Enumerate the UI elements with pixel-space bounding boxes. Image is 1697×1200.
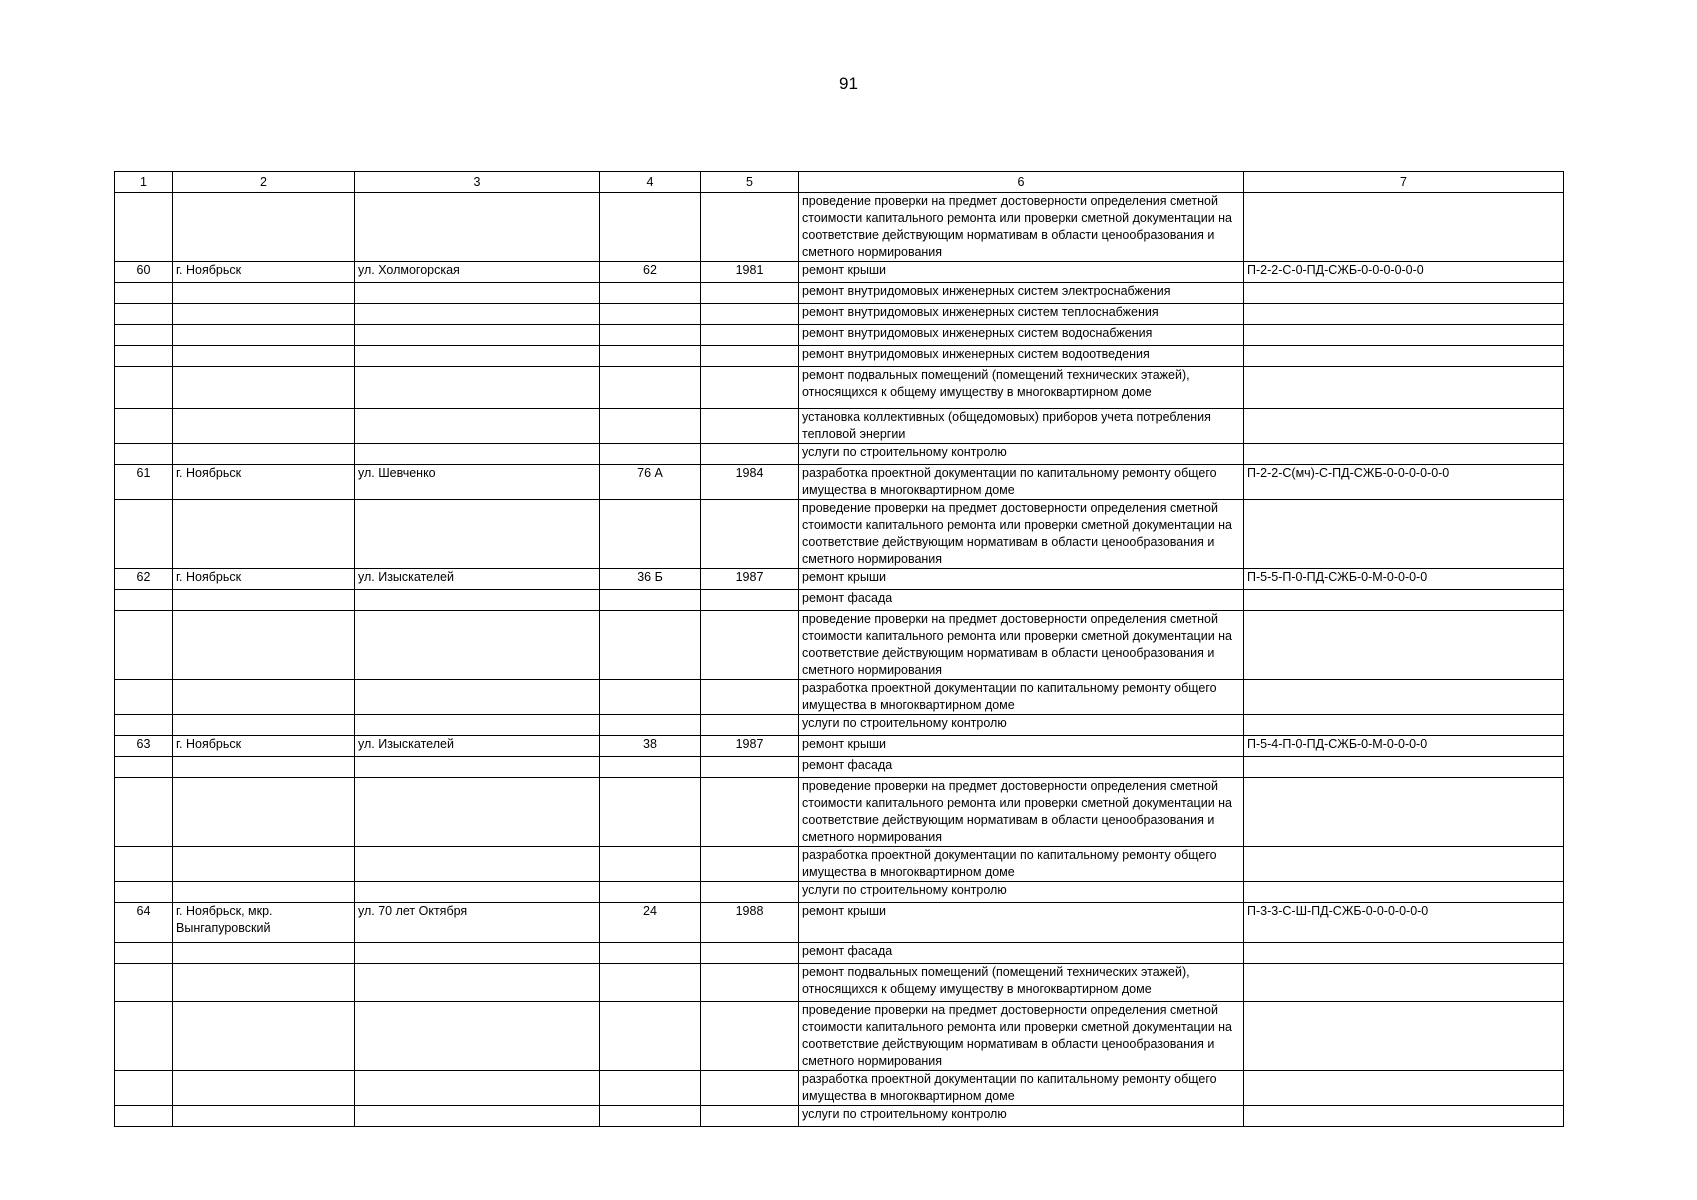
cell-house-number: 36 Б [600,569,701,590]
cell-building-code [1244,590,1564,611]
cell-building-code [1244,715,1564,736]
cell-building-code: П-3-3-С-Ш-ПД-СЖБ-0-0-0-0-0-0 [1244,903,1564,943]
cell-year-built [701,680,799,715]
cell-street [355,193,600,262]
cell-house-number [600,611,701,680]
cell-work-type: ремонт крыши [799,903,1244,943]
cell-year-built: 1988 [701,903,799,943]
cell-building-code [1244,847,1564,882]
table-row [115,847,1564,882]
cell-year-built [701,409,799,444]
cell-house-number [600,778,701,847]
cell-work-type: услуги по строительному контролю [799,882,1244,903]
cell-settlement [173,500,355,569]
cell-work-type: разработка проектной документации по капитальному ремонту общего имущества в многоквартирном доме [799,465,1244,500]
cell-year-built [701,943,799,964]
cell-row-number [115,346,173,367]
cell-house-number [600,325,701,346]
header-col-5: 5 [701,172,799,193]
cell-settlement [173,283,355,304]
cell-building-code [1244,346,1564,367]
cell-settlement [173,1002,355,1071]
cell-street [355,964,600,1002]
cell-settlement [173,193,355,262]
cell-settlement [173,715,355,736]
table-row [115,500,1564,569]
cell-work-type: ремонт внутридомовых инженерных систем водоотведения [799,346,1244,367]
cell-work-type: разработка проектной документации по капитальному ремонту общего имущества в многоквартирном доме [799,1071,1244,1106]
cell-building-code [1244,500,1564,569]
cell-row-number: 60 [115,262,173,283]
cell-house-number [600,367,701,409]
cell-building-code [1244,1071,1564,1106]
cell-building-code: П-2-2-С(мч)-С-ПД-СЖБ-0-0-0-0-0-0 [1244,465,1564,500]
cell-settlement [173,409,355,444]
cell-work-type: проведение проверки на предмет достоверности определения сметной стоимости капитального ремонта или проверки сметной документации на соответствие действующим нормативам в области ценообразования и сметного нормирования [799,500,1244,569]
cell-street [355,409,600,444]
cell-building-code [1244,444,1564,465]
cell-row-number [115,500,173,569]
cell-settlement [173,346,355,367]
cell-house-number [600,847,701,882]
cell-street [355,943,600,964]
header-col-3: 3 [355,172,600,193]
cell-settlement: г. Ноябрьск [173,736,355,757]
cell-year-built [701,304,799,325]
cell-work-type: проведение проверки на предмет достоверности определения сметной стоимости капитального ремонта или проверки сметной документации на соответствие действующим нормативам в области ценообразования и сметного нормирования [799,611,1244,680]
cell-settlement [173,680,355,715]
cell-row-number [115,409,173,444]
header-row [115,172,1564,193]
cell-house-number [600,943,701,964]
cell-work-type: ремонт подвальных помещений (помещений технических этажей), относящихся к общему имуществу в многоквартирном доме [799,964,1244,1002]
cell-settlement [173,778,355,847]
cell-settlement: г. Ноябрьск [173,262,355,283]
cell-year-built [701,346,799,367]
cell-work-type: услуги по строительному контролю [799,444,1244,465]
table-row [115,1071,1564,1106]
cell-year-built [701,757,799,778]
cell-settlement [173,611,355,680]
cell-building-code [1244,193,1564,262]
cell-street [355,346,600,367]
cell-year-built [701,444,799,465]
cell-row-number [115,778,173,847]
cell-year-built: 1987 [701,736,799,757]
cell-work-type: проведение проверки на предмет достоверности определения сметной стоимости капитального ремонта или проверки сметной документации на соответствие действующим нормативам в области ценообразования и сметного нормирования [799,1002,1244,1071]
table-row [115,903,1564,943]
cell-settlement [173,943,355,964]
table-row [115,262,1564,283]
cell-row-number [115,367,173,409]
table-row [115,325,1564,346]
table-row [115,943,1564,964]
cell-street [355,367,600,409]
cell-building-code: П-5-5-П-0-ПД-СЖБ-0-М-0-0-0-0 [1244,569,1564,590]
cell-year-built [701,325,799,346]
cell-year-built [701,193,799,262]
cell-building-code [1244,304,1564,325]
table-row [115,778,1564,847]
cell-year-built [701,283,799,304]
cell-building-code [1244,943,1564,964]
table-row [115,569,1564,590]
cell-street: ул. Изыскателей [355,736,600,757]
table-row [115,409,1564,444]
cell-building-code [1244,325,1564,346]
cell-house-number [600,1002,701,1071]
cell-settlement [173,1071,355,1106]
cell-street [355,778,600,847]
cell-house-number [600,500,701,569]
cell-year-built [701,882,799,903]
cell-house-number: 62 [600,262,701,283]
cell-settlement [173,882,355,903]
cell-house-number [600,346,701,367]
cell-row-number [115,847,173,882]
cell-year-built: 1981 [701,262,799,283]
cell-row-number [115,882,173,903]
table-row [115,304,1564,325]
cell-building-code [1244,964,1564,1002]
cell-work-type: ремонт подвальных помещений (помещений технических этажей), относящихся к общему имуществу в многоквартирном доме [799,367,1244,409]
cell-year-built [701,847,799,882]
cell-settlement: г. Ноябрьск, мкр. Вынгапуровский [173,903,355,943]
cell-house-number [600,1071,701,1106]
cell-year-built [701,611,799,680]
table-body [115,193,1564,1127]
cell-street: ул. Изыскателей [355,569,600,590]
cell-work-type: установка коллективных (общедомовых) приборов учета потребления тепловой энергии [799,409,1244,444]
cell-building-code: П-5-4-П-0-ПД-СЖБ-0-М-0-0-0-0 [1244,736,1564,757]
cell-building-code [1244,283,1564,304]
cell-house-number [600,964,701,1002]
cell-year-built: 1984 [701,465,799,500]
table-row [115,346,1564,367]
cell-settlement [173,325,355,346]
cell-settlement: г. Ноябрьск [173,569,355,590]
cell-street [355,847,600,882]
cell-house-number [600,409,701,444]
table-row [115,882,1564,903]
cell-work-type: ремонт фасада [799,943,1244,964]
cell-year-built [701,590,799,611]
cell-house-number [600,283,701,304]
cell-year-built [701,1106,799,1127]
table-header [115,172,1564,193]
cell-street [355,611,600,680]
cell-row-number [115,590,173,611]
cell-house-number: 76 А [600,465,701,500]
cell-street: ул. Шевченко [355,465,600,500]
cell-street [355,444,600,465]
cell-settlement [173,757,355,778]
cell-settlement [173,444,355,465]
cell-street [355,1106,600,1127]
cell-house-number [600,590,701,611]
cell-row-number [115,943,173,964]
table-row [115,680,1564,715]
cell-settlement [173,964,355,1002]
cell-year-built [701,715,799,736]
cell-row-number [115,680,173,715]
cell-street [355,590,600,611]
header-col-6: 6 [799,172,1244,193]
cell-building-code [1244,882,1564,903]
cell-work-type: ремонт внутридомовых инженерных систем водоснабжения [799,325,1244,346]
cell-row-number [115,283,173,304]
cell-settlement [173,847,355,882]
cell-street [355,680,600,715]
cell-row-number [115,1106,173,1127]
cell-row-number: 63 [115,736,173,757]
cell-work-type: разработка проектной документации по капитальному ремонту общего имущества в многоквартирном доме [799,680,1244,715]
cell-house-number [600,304,701,325]
cell-row-number [115,193,173,262]
table-row [115,367,1564,409]
cell-street [355,304,600,325]
cell-row-number: 64 [115,903,173,943]
cell-year-built [701,1002,799,1071]
cell-building-code [1244,757,1564,778]
cell-settlement: г. Ноябрьск [173,465,355,500]
cell-row-number [115,611,173,680]
cell-building-code [1244,611,1564,680]
cell-street [355,283,600,304]
table-row [115,283,1564,304]
cell-settlement [173,590,355,611]
header-col-4: 4 [600,172,701,193]
cell-house-number [600,882,701,903]
cell-building-code [1244,1002,1564,1071]
cell-settlement [173,367,355,409]
cell-work-type: разработка проектной документации по капитальному ремонту общего имущества в многоквартирном доме [799,847,1244,882]
cell-street: ул. Холмогорская [355,262,600,283]
cell-street [355,500,600,569]
cell-row-number [115,715,173,736]
table-row [115,193,1564,262]
cell-row-number: 61 [115,465,173,500]
header-col-1: 1 [115,172,173,193]
cell-row-number [115,1071,173,1106]
repair-register-table [114,171,1564,1127]
cell-street [355,1071,600,1106]
cell-year-built [701,964,799,1002]
cell-building-code [1244,680,1564,715]
cell-building-code [1244,367,1564,409]
table-row [115,590,1564,611]
cell-work-type: услуги по строительному контролю [799,715,1244,736]
cell-year-built [701,778,799,847]
cell-row-number [115,304,173,325]
cell-house-number [600,680,701,715]
table-row [115,611,1564,680]
cell-year-built [701,1071,799,1106]
cell-settlement [173,1106,355,1127]
cell-year-built [701,500,799,569]
cell-row-number [115,757,173,778]
cell-street [355,757,600,778]
cell-row-number [115,444,173,465]
table-row [115,465,1564,500]
cell-row-number [115,964,173,1002]
cell-work-type: ремонт крыши [799,569,1244,590]
cell-street [355,715,600,736]
cell-work-type: ремонт фасада [799,757,1244,778]
cell-street [355,325,600,346]
cell-street [355,882,600,903]
table-row [115,964,1564,1002]
cell-house-number: 24 [600,903,701,943]
table-row [115,736,1564,757]
header-col-7: 7 [1244,172,1564,193]
page-number: 91 [839,74,858,93]
cell-house-number [600,1106,701,1127]
cell-work-type: ремонт крыши [799,736,1244,757]
cell-house-number [600,715,701,736]
cell-work-type: проведение проверки на предмет достоверности определения сметной стоимости капитального ремонта или проверки сметной документации на соответствие действующим нормативам в области ценообразования и сметного нормирования [799,193,1244,262]
cell-building-code [1244,409,1564,444]
cell-building-code [1244,778,1564,847]
table-row [115,715,1564,736]
cell-street [355,1002,600,1071]
cell-row-number: 62 [115,569,173,590]
cell-row-number [115,325,173,346]
cell-work-type: ремонт фасада [799,590,1244,611]
cell-work-type: проведение проверки на предмет достоверности определения сметной стоимости капитального ремонта или проверки сметной документации на соответствие действующим нормативам в области ценообразования и сметного нормирования [799,778,1244,847]
cell-settlement [173,304,355,325]
cell-work-type: ремонт внутридомовых инженерных систем теплоснабжения [799,304,1244,325]
table-row [115,1106,1564,1127]
cell-street: ул. 70 лет Октября [355,903,600,943]
cell-year-built [701,367,799,409]
cell-building-code [1244,1106,1564,1127]
cell-year-built: 1987 [701,569,799,590]
cell-work-type: услуги по строительному контролю [799,1106,1244,1127]
cell-building-code: П-2-2-С-0-ПД-СЖБ-0-0-0-0-0-0 [1244,262,1564,283]
cell-house-number: 38 [600,736,701,757]
cell-house-number [600,444,701,465]
cell-house-number [600,193,701,262]
header-col-2: 2 [173,172,355,193]
cell-work-type: ремонт внутридомовых инженерных систем электроснабжения [799,283,1244,304]
cell-work-type: ремонт крыши [799,262,1244,283]
table-row [115,757,1564,778]
cell-row-number [115,1002,173,1071]
table-row [115,444,1564,465]
cell-house-number [600,757,701,778]
table-row [115,1002,1564,1071]
